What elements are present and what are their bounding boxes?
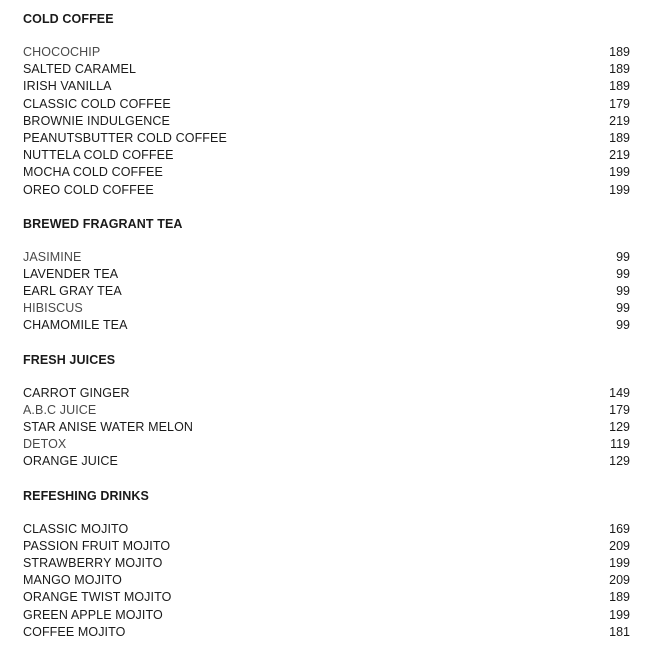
item-list — [23, 385, 630, 471]
menu-item — [23, 78, 630, 95]
menu-item — [23, 130, 630, 147]
section-brewed-fragrant-tea — [23, 215, 630, 351]
item-name: SALTED CARAMEL — [23, 62, 137, 77]
section-title: FRESH JUICES — [23, 352, 116, 367]
item-price: 209 — [609, 573, 630, 588]
item-name: OREO COLD COFFEE — [23, 182, 154, 197]
item-name: CLASSIC COLD COFFEE — [23, 96, 171, 111]
item-price: 199 — [609, 182, 630, 197]
section-title: COLD COFFEE — [23, 12, 114, 26]
menu-item — [23, 113, 630, 130]
item-price: 209 — [609, 538, 630, 553]
item-price: 149 — [609, 385, 630, 400]
menu-item — [23, 589, 630, 606]
menu-item — [23, 402, 630, 419]
item-name: HIBISCUS — [23, 301, 83, 316]
item-name: A.B.C JUICE — [23, 402, 97, 417]
menu-item — [23, 147, 630, 164]
menu-item — [23, 283, 630, 300]
item-list — [23, 521, 630, 641]
item-name: GREEN APPLE MOJITO — [23, 607, 163, 622]
item-name: CLASSIC MOJITO — [23, 521, 129, 536]
item-price: 189 — [609, 590, 630, 605]
item-price: 189 — [609, 130, 630, 145]
section-cold-coffee — [23, 10, 630, 215]
menu-document — [23, 10, 630, 641]
item-price: 189 — [609, 62, 630, 77]
item-price: 99 — [616, 249, 630, 264]
item-price: 99 — [616, 284, 630, 299]
section-refeshing-drinks — [23, 487, 630, 641]
item-name: COFFEE MOJITO — [23, 624, 126, 639]
item-name: MOCHA COLD COFFEE — [23, 165, 163, 180]
item-price: 199 — [609, 555, 630, 570]
item-price: 189 — [609, 45, 630, 59]
item-name: CARROT GINGER — [23, 385, 130, 400]
item-name: PASSION FRUIT MOJITO — [23, 538, 171, 553]
menu-item — [23, 249, 630, 266]
section-title: REFESHING DRINKS — [23, 488, 149, 503]
menu-item — [23, 624, 630, 641]
menu-item — [23, 555, 630, 572]
item-name: EARL GRAY TEA — [23, 284, 122, 299]
section-title: BREWED FRAGRANT TEA — [23, 216, 183, 231]
item-price: 199 — [609, 607, 630, 622]
item-price: 169 — [609, 521, 630, 536]
item-price: 219 — [609, 113, 630, 128]
menu-item — [23, 182, 630, 199]
item-name: JASIMINE — [23, 249, 82, 264]
item-list — [23, 44, 630, 199]
item-name: ORANGE TWIST MOJITO — [23, 590, 172, 605]
menu-item — [23, 453, 630, 470]
item-price: 219 — [609, 148, 630, 163]
menu-item — [23, 96, 630, 113]
item-name: NUTTELA COLD COFFEE — [23, 148, 174, 163]
menu-item — [23, 317, 630, 334]
menu-item — [23, 44, 630, 61]
item-price: 99 — [616, 266, 630, 281]
menu-item — [23, 436, 630, 453]
menu-item — [23, 572, 630, 589]
item-price: 129 — [609, 454, 630, 469]
menu-item — [23, 164, 630, 181]
item-name: STAR ANISE WATER MELON — [23, 420, 194, 434]
menu-item — [23, 521, 630, 538]
item-name: CHAMOMILE TEA — [23, 318, 128, 333]
item-price: 99 — [616, 318, 630, 333]
item-list — [23, 249, 630, 335]
item-name: CHOCOCHIP — [23, 45, 101, 59]
menu-item — [23, 61, 630, 78]
item-price: 119 — [610, 437, 630, 452]
menu-item — [23, 385, 630, 402]
item-price: 181 — [609, 624, 630, 639]
menu-item — [23, 419, 630, 436]
menu-item — [23, 607, 630, 624]
section-fresh-juices — [23, 351, 630, 487]
item-name: ORANGE JUICE — [23, 454, 118, 469]
item-price: 199 — [609, 165, 630, 180]
item-price: 99 — [616, 301, 630, 316]
item-name: IRISH VANILLA — [23, 79, 112, 94]
item-price: 189 — [609, 79, 630, 94]
item-name: DETOX — [23, 437, 67, 452]
item-name: LAVENDER TEA — [23, 266, 119, 281]
item-name: BROWNIE INDULGENCE — [23, 113, 170, 128]
menu-item — [23, 538, 630, 555]
item-name: MANGO MOJITO — [23, 573, 122, 588]
item-name: PEANUTSBUTTER COLD COFFEE — [23, 130, 227, 145]
item-name: STRAWBERRY MOJITO — [23, 555, 163, 570]
menu-item — [23, 266, 630, 283]
item-price: 179 — [609, 96, 630, 111]
menu-item — [23, 300, 630, 317]
item-price: 179 — [609, 402, 630, 417]
item-price: 129 — [609, 420, 630, 434]
